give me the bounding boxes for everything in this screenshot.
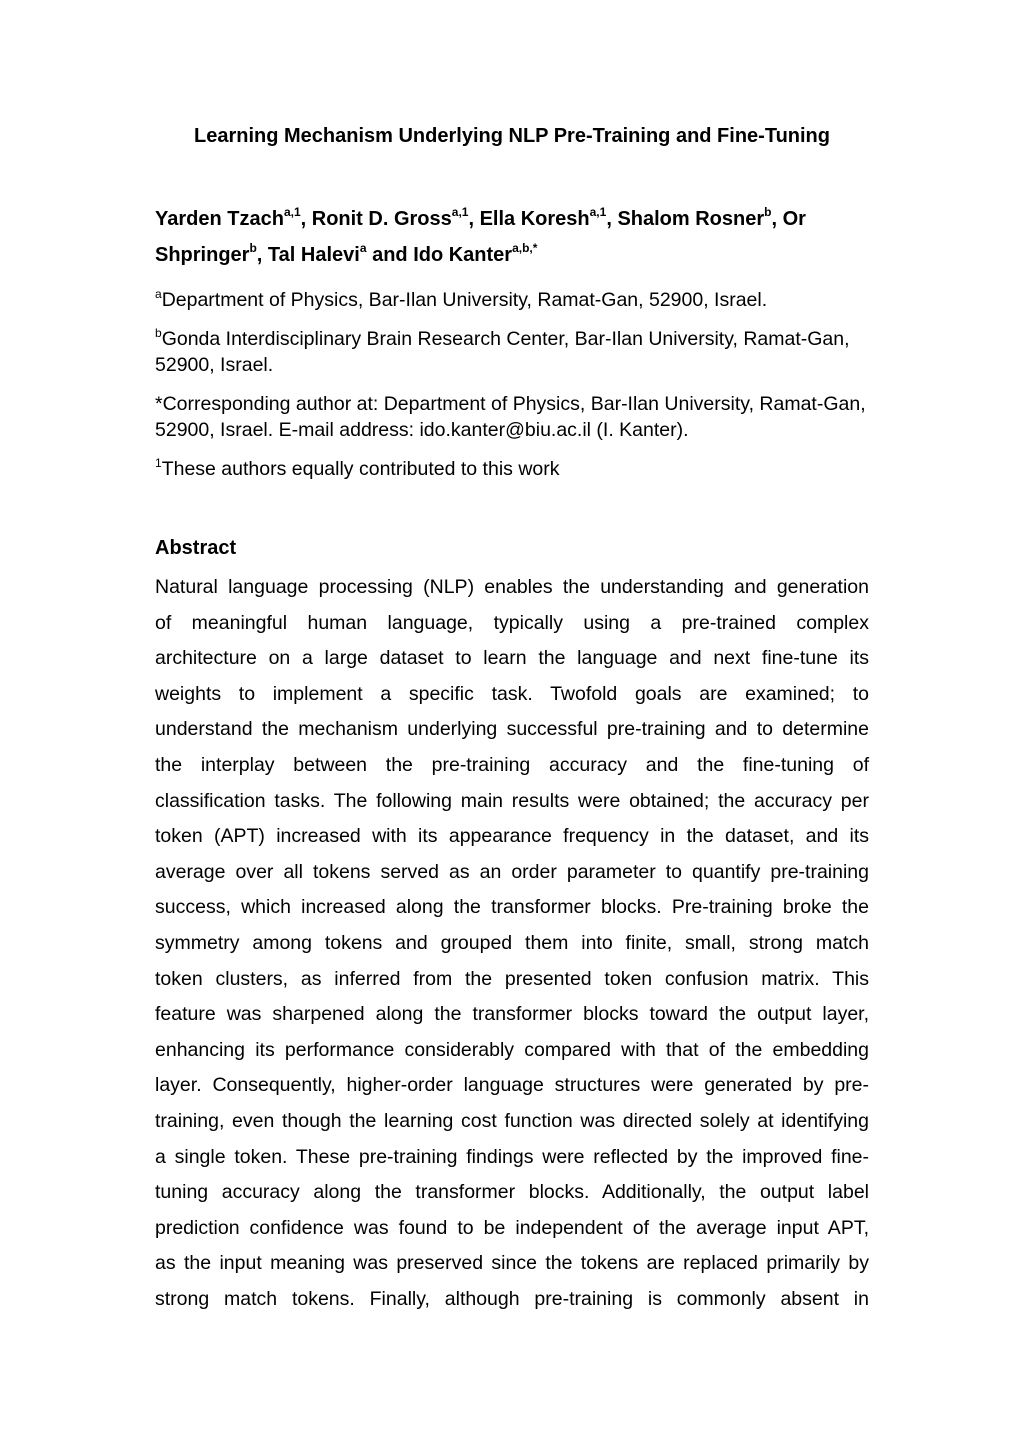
- abstract-body: [155, 570, 869, 1317]
- affiliation-text: Department of Physics, Bar-Ilan University, Ramat-Gan, 52900, Israel.: [161, 289, 768, 311]
- abstract-line: understand the mechanism underlying successful pre-training and to determine: [155, 718, 869, 741]
- author-separator: ,: [606, 208, 618, 230]
- author-separator: ,: [256, 244, 268, 266]
- author-separator: ,: [771, 208, 783, 230]
- abstract-line: token (APT) increased with its appearance frequency in the dataset, and its: [155, 825, 869, 848]
- abstract-heading: Abstract: [155, 537, 237, 559]
- abstract-line: a single token. These pre-training findings were reflected by the improved fine-: [155, 1145, 869, 1168]
- affiliation-mark: a: [155, 287, 162, 301]
- abstract-line: of meaningful human language, typically using a pre-trained complex: [155, 611, 869, 634]
- abstract-line: average over all tokens served as an order parameter to quantify pre-training: [155, 860, 869, 883]
- affiliation-b: [155, 326, 870, 378]
- author-name: Ella Koresh: [479, 208, 590, 230]
- author-affiliation-mark: a,1: [283, 205, 301, 219]
- author-affiliation-mark: a,1: [589, 205, 607, 219]
- affiliation-text: Gonda Interdisciplinary Brain Research Center, Bar-Ilan University, Ramat-Gan, 52900, Israel.: [155, 328, 850, 376]
- abstract-line: enhancing its performance considerably compared with that of the embedding: [155, 1038, 869, 1061]
- author-name: Yarden Tzach: [155, 208, 284, 230]
- author-name: Tal Halevi: [267, 244, 360, 266]
- paper-title: Learning Mechanism Underlying NLP Pre-Training and Fine-Tuning: [194, 125, 830, 147]
- author-list: [155, 201, 870, 273]
- author-affiliation-mark: a: [359, 241, 367, 255]
- equal-contribution-note: [155, 456, 870, 482]
- author-affiliation-mark: b: [764, 205, 772, 219]
- abstract-line: as the input meaning was preserved since the tokens are replaced primarily by: [155, 1252, 869, 1275]
- abstract-line: training, even though the learning cost function was directed solely at identifying: [155, 1109, 869, 1132]
- abstract-line: symmetry among tokens and grouped them into finite, small, strong match: [155, 931, 869, 954]
- author-separator: and: [366, 244, 414, 266]
- affiliation-mark: b: [155, 326, 162, 340]
- abstract-line: prediction confidence was found to be independent of the average input APT,: [155, 1216, 869, 1239]
- author-affiliation-mark: a,1: [451, 205, 469, 219]
- affiliation-a: [155, 287, 870, 313]
- abstract-line: architecture on a large dataset to learn the language and next fine-tune its: [155, 647, 869, 670]
- author-name: Or Shpringer: [155, 208, 806, 266]
- corresponding-text: *Corresponding author at: Department of Physics, Bar-Ilan University, Ramat-Gan, 52900, Israel. E-mail address: ido.kanter@biu.ac.il (I. Kanter).: [155, 393, 866, 441]
- abstract-line: success, which increased along the transformer blocks. Pre-training broke the: [155, 896, 869, 919]
- equal-contribution-text: These authors equally contributed to this work: [161, 458, 560, 480]
- author-name: Ronit D. Gross: [311, 208, 452, 230]
- abstract-line: feature was sharpened along the transformer blocks toward the output layer,: [155, 1003, 869, 1026]
- abstract-line: token clusters, as inferred from the presented token confusion matrix. This: [155, 967, 869, 990]
- abstract-line: the interplay between the pre-training accuracy and the fine-tuning of: [155, 753, 869, 776]
- author-name: Ido Kanter: [413, 244, 513, 266]
- author-name: Shalom Rosner: [617, 208, 765, 230]
- equal-contribution-mark: 1: [155, 456, 162, 470]
- abstract-line: tuning accuracy along the transformer blocks. Additionally, the output label: [155, 1181, 869, 1204]
- author-affiliation-mark: a,b,*: [512, 241, 538, 255]
- abstract-line: Natural language processing (NLP) enables the understanding and generation: [155, 576, 869, 598]
- author-separator: ,: [468, 208, 480, 230]
- abstract-line: strong match tokens. Finally, although pre-training is commonly absent in: [155, 1287, 869, 1310]
- abstract-line: weights to implement a specific task. Twofold goals are examined; to: [155, 682, 869, 705]
- author-separator: ,: [300, 208, 312, 230]
- abstract-line: classification tasks. The following main results were obtained; the accuracy per: [155, 789, 869, 812]
- author-affiliation-mark: b: [249, 241, 257, 255]
- corresponding-author-note: [155, 391, 870, 443]
- abstract-line: layer. Consequently, higher-order language structures were generated by pre-: [155, 1074, 869, 1097]
